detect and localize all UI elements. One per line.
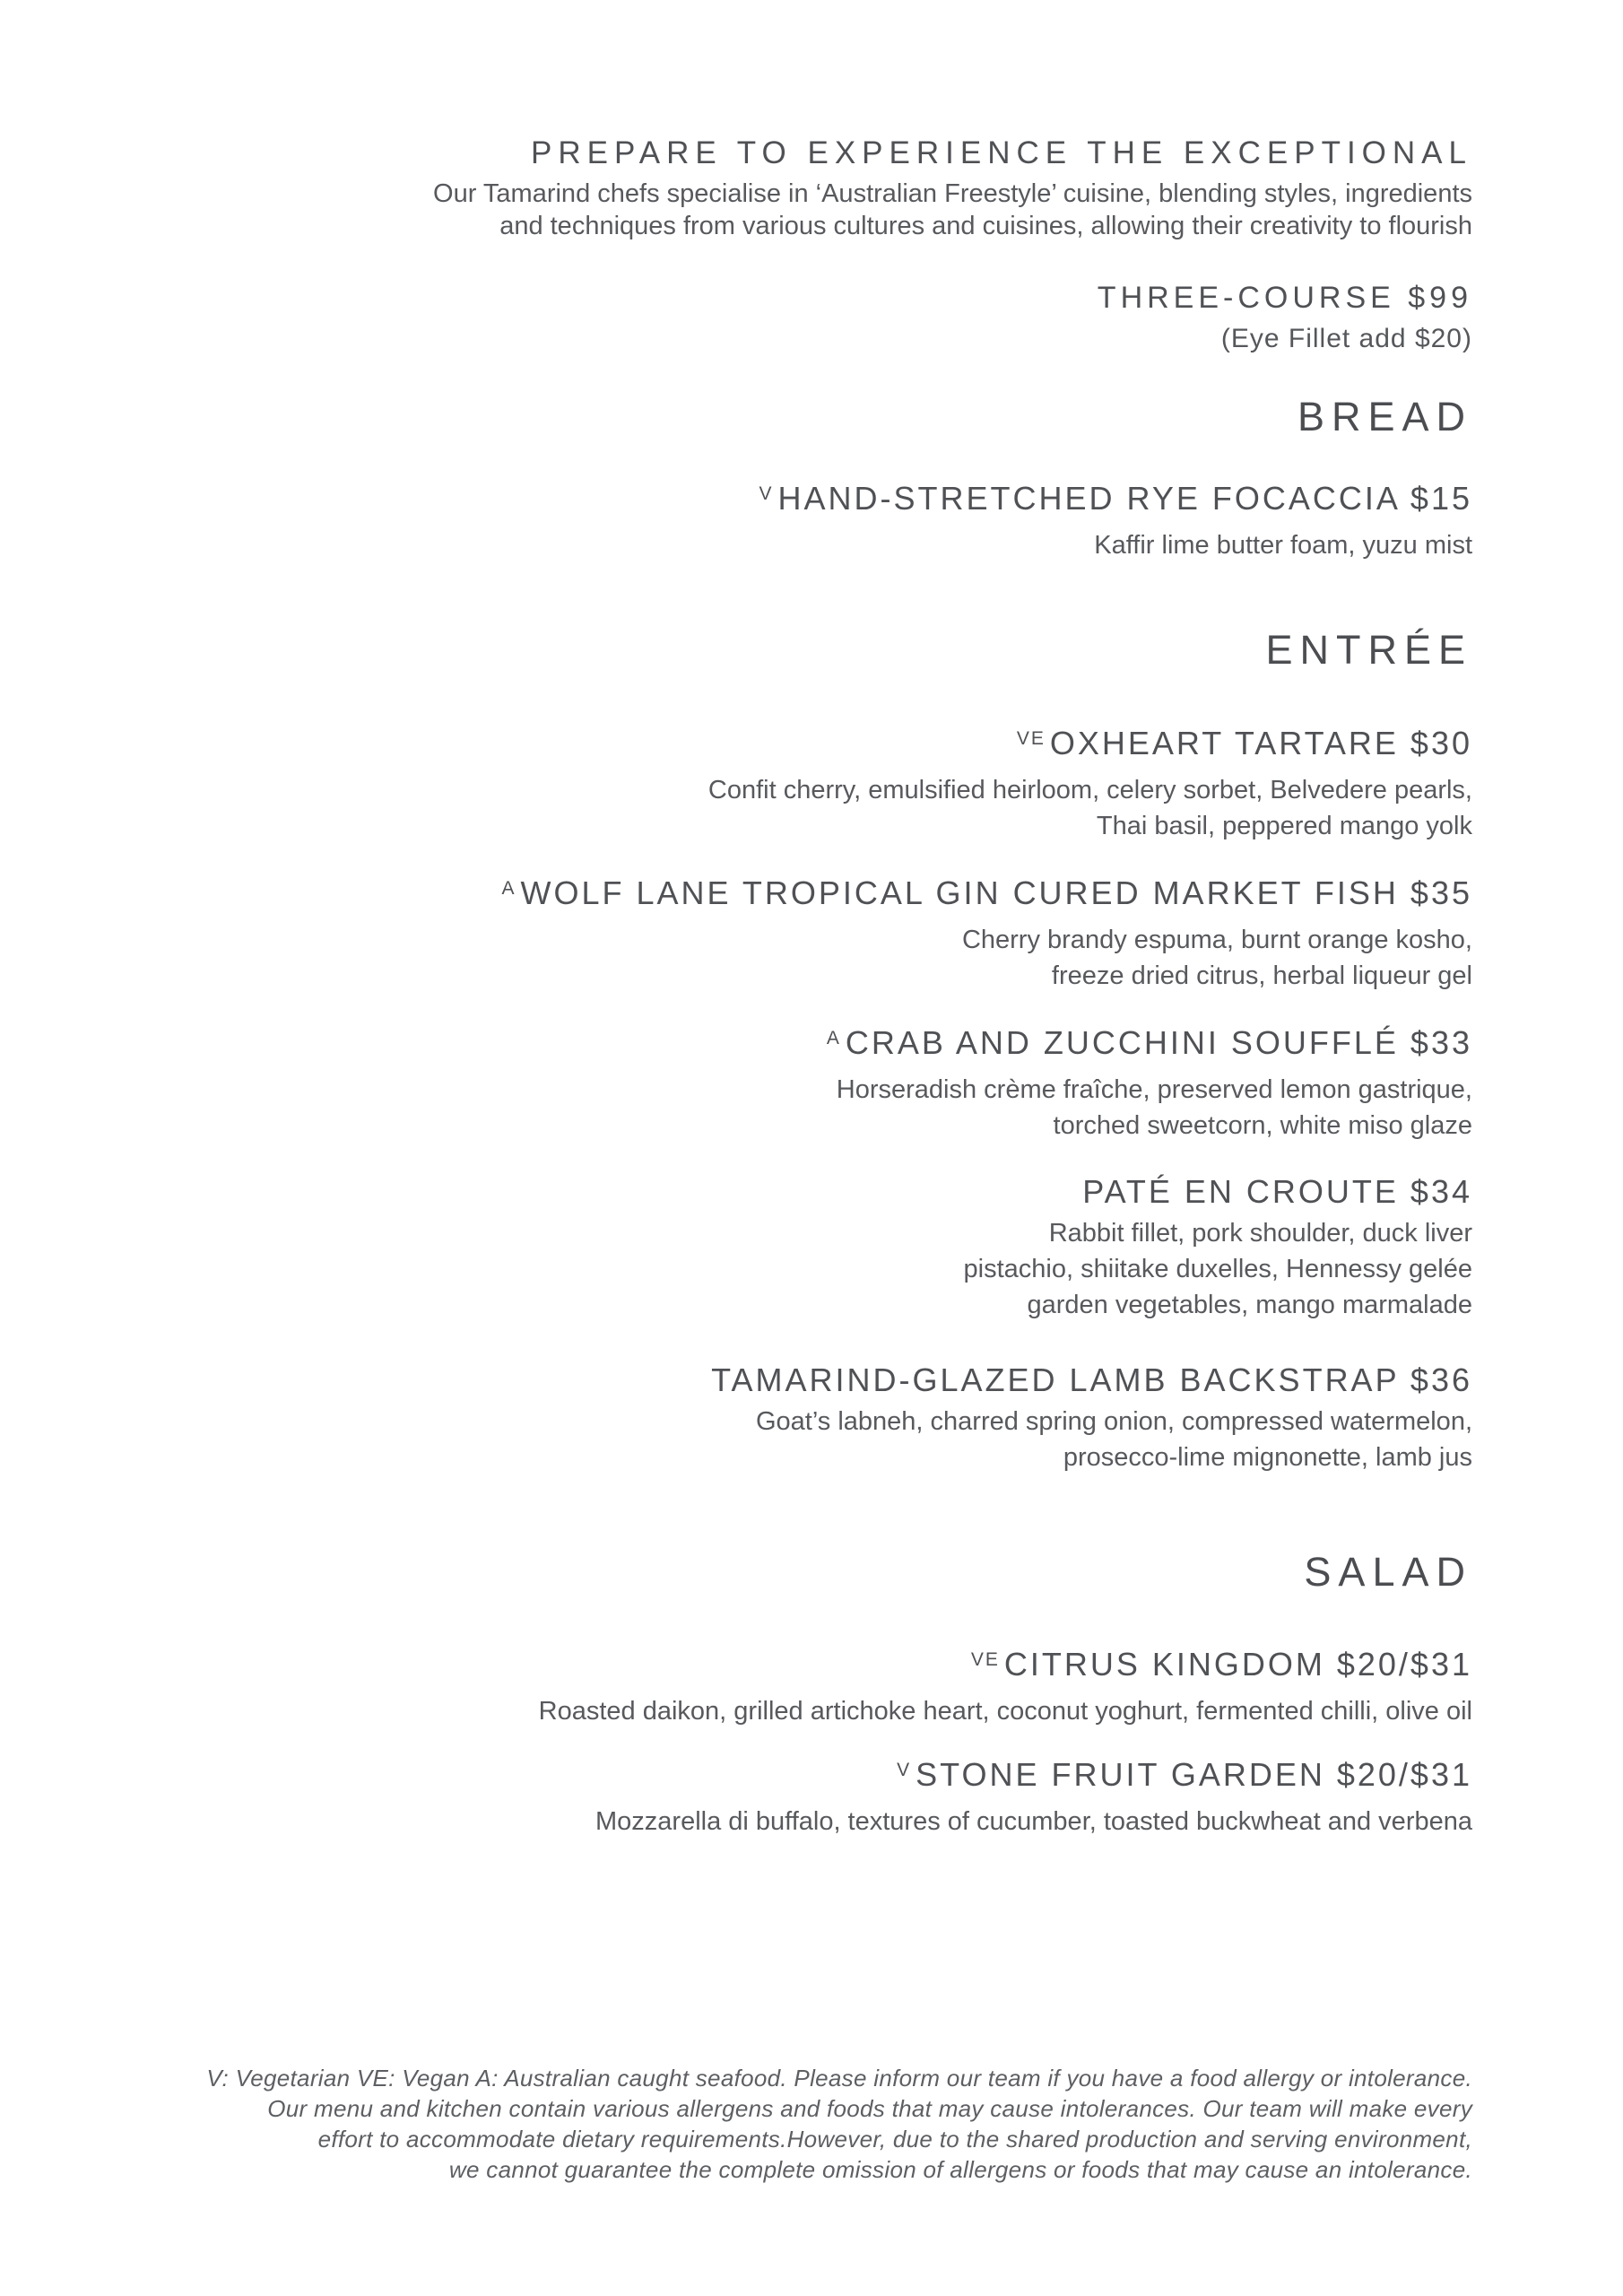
desc-line: Cherry brandy espuma, burnt orange kosho,: [961, 926, 1472, 954]
desc-line: Rabbit fillet, pork shoulder, duck liver: [1048, 1219, 1472, 1248]
desc-line: pistachio, shiitake duxelles, Hennessy gelée: [963, 1255, 1472, 1283]
diet-superscript: VE: [1016, 728, 1046, 749]
desc-line: Mozzarella di buffalo, textures of cucumber, toasted buckwheat and verbena: [595, 1807, 1472, 1836]
menu-item-title: PATÉ EN CROUTE $34: [1082, 1173, 1472, 1210]
desc-line: Confit cherry, emulsified heirloom, celery sorbet, Belvedere pearls,: [707, 776, 1472, 804]
diet-superscript: A: [501, 878, 516, 899]
desc-line: Roasted daikon, grilled artichoke heart, coconut yoghurt, fermented chilli, olive oil: [538, 1697, 1472, 1726]
footer-allergen-note: [135, 2063, 1472, 2185]
eye-fillet-supplement: (Eye Fillet add $20): [1220, 324, 1472, 353]
desc-line: Horseradish crème fraîche, preserved lemon gastrique,: [836, 1075, 1472, 1104]
section-heading-salad: SALAD: [1304, 1549, 1472, 1595]
desc-line: garden vegetables, mango marmalade: [1027, 1291, 1472, 1319]
diet-superscript: A: [826, 1028, 841, 1048]
desc-line: Goat’s labneh, charred spring onion, compressed watermelon,: [755, 1407, 1472, 1436]
desc-line: prosecco-lime mignonette, lamb jus: [1063, 1443, 1472, 1472]
footer-note-line: effort to accommodate dietary requirements.However, due to the shared production and serving environment,: [317, 2126, 1472, 2152]
diet-superscript: VE: [970, 1649, 1000, 1670]
menu-item-title: $^V$ HAND-STRETCHED RYE FOCACCIA $15: [759, 480, 1472, 517]
menu-item-title: $^A$ WOLF LANE TROPICAL GIN CURED MARKET FISH $35: [501, 874, 1472, 911]
desc-line: freeze dried citrus, herbal liqueur gel: [1051, 961, 1472, 990]
footer-note-line: Our menu and kitchen contain various allergens and foods that may cause intolerances. Our team will make every: [267, 2095, 1472, 2122]
three-course-price: THREE-COURSE $99: [1097, 281, 1472, 315]
menu-item-desc: [135, 1215, 1472, 1323]
menu-item-citrus-kingdom: [135, 1645, 1472, 1729]
menu-item-focaccia: [135, 479, 1472, 563]
menu-item-desc: [135, 772, 1472, 844]
section-heading-entree: ENTRÉE: [1265, 627, 1472, 673]
menu-item-title: $^V$ STONE FRUIT GARDEN $20/$31: [897, 1756, 1472, 1793]
section-heading-bread: BREAD: [1297, 394, 1472, 439]
menu-item-desc: [135, 1072, 1472, 1144]
menu-item-crab-souffle: [135, 1023, 1472, 1144]
menu-item-title: TAMARIND-GLAZED LAMB BACKSTRAP $36: [711, 1361, 1472, 1398]
diet-superscript: V: [759, 483, 774, 504]
menu-item-pate-en-croute: [135, 1172, 1472, 1323]
menu-item-desc: [135, 527, 1472, 563]
menu-item-title: $^A$ CRAB AND ZUCCHINI SOUFFLÉ $33: [826, 1024, 1472, 1061]
desc-line: torched sweetcorn, white miso glaze: [1053, 1111, 1472, 1140]
menu-item-title: $^{VE}$ CITRUS KINGDOM $20/$31: [970, 1646, 1472, 1683]
desc-line: Kaffir lime butter foam, yuzu mist: [1094, 531, 1472, 560]
menu-item-desc: [135, 1404, 1472, 1475]
menu-item-title: $^{VE}$ OXHEART TARTARE $30: [1016, 725, 1472, 761]
intro-line: Our Tamarind chefs specialise in ‘Australian Freestyle’ cuisine, blending styles, ingredients: [433, 179, 1472, 208]
menu-item-desc: [135, 922, 1472, 994]
footer-note-line: we cannot guarantee the complete omission of allergens or foods that may cause an intolerance.: [448, 2156, 1472, 2183]
menu-item-lamb-backstrap: [135, 1361, 1472, 1475]
menu-item-desc: [135, 1804, 1472, 1839]
intro-paragraph: [135, 178, 1472, 242]
diet-superscript: V: [897, 1760, 912, 1780]
intro-line: and techniques from various cultures and cuisines, allowing their creativity to flourish: [499, 212, 1472, 240]
desc-line: Thai basil, peppered mango yolk: [1096, 812, 1472, 840]
menu-item-stone-fruit-garden: [135, 1755, 1472, 1839]
menu-item-desc: [135, 1693, 1472, 1729]
footer-note-line: V: Vegetarian VE: Vegan A: Australian caught seafood. Please inform our team if you have a food allergy or intolerance.: [206, 2065, 1472, 2092]
intro-heading: PREPARE TO EXPERIENCE THE EXCEPTIONAL: [531, 135, 1472, 170]
menu-item-oxheart-tartare: [135, 724, 1472, 844]
menu-item-gin-cured-fish: [135, 874, 1472, 994]
